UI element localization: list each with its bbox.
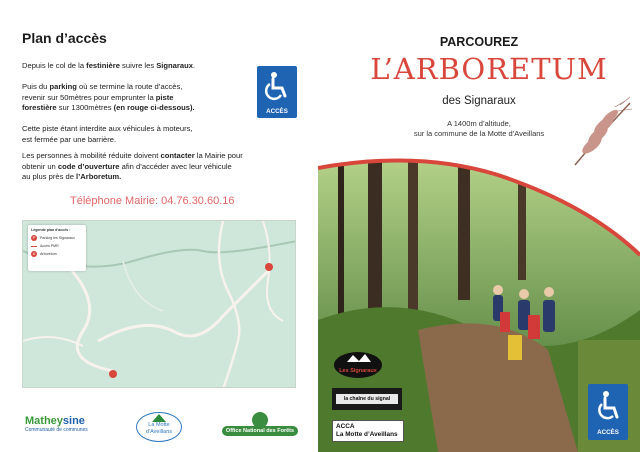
access-label: ACCÈS bbox=[266, 108, 288, 115]
wheelchair-access-badge bbox=[257, 66, 297, 118]
la-motte-logo: La Motte d'Aveillans bbox=[136, 412, 182, 442]
map-markers bbox=[23, 221, 296, 388]
subtitle: des Signaraux bbox=[442, 95, 516, 107]
wheelchair-icon bbox=[263, 71, 291, 101]
paragraph-pmr: Les personnes à mobilité réduite doivent contacter la Mairie pour obtenir un code d’ouverture afin d’accéder avec leur véhicule au plus près de l’Arboretum. bbox=[22, 151, 243, 182]
parking-marker-icon bbox=[109, 370, 117, 378]
partner-logos bbox=[0, 410, 318, 446]
kicker: PARCOUREZ bbox=[439, 35, 519, 49]
onf-logo: Office National des Forêts bbox=[222, 412, 298, 440]
legend-item-arboretum: A Arboretum bbox=[32, 251, 57, 256]
legend-item-parking: P Parking les Signaraux bbox=[32, 235, 75, 240]
access-map[interactable] bbox=[22, 220, 296, 388]
access-plan-title: Plan d’accès bbox=[22, 30, 107, 46]
paragraph-directions-1: Depuis le col de la festinière suivre les Signaraux. bbox=[22, 61, 196, 70]
legend-item-pmr: Accès PMR bbox=[31, 244, 83, 248]
altitude-info: A 1400m d’altitude, sur la commune de la Motte d’Aveillans bbox=[413, 119, 545, 138]
paragraph-restriction: Cette piste étant interdite aux véhicules à moteurs, est fermée par une barrière. bbox=[22, 124, 193, 144]
mountain-icon bbox=[152, 414, 166, 422]
legend-title: Légende plan d'accès : bbox=[31, 228, 71, 232]
matheysine-logo: Matheysine Communauté de communes bbox=[25, 415, 88, 433]
arboretum-map-marker-icon bbox=[265, 263, 273, 271]
parking-icon: P bbox=[32, 235, 36, 240]
pine-cone-icon bbox=[570, 95, 636, 175]
right-panel bbox=[318, 0, 640, 452]
arboretum-title: L’ARBORETUM bbox=[370, 52, 608, 86]
phone-number[interactable]: Téléphone Mairie: 04.76.30.60.16 bbox=[70, 195, 235, 207]
left-panel bbox=[0, 0, 318, 452]
paragraph-directions-2: Puis du parking où se termine la route d’accès, revenir sur 50mètres pour emprunter la piste forestière sur 1300mètres (en rouge ci-dessous). bbox=[22, 82, 195, 113]
acca-info-box: ACCA La Motte d’Aveillans bbox=[332, 420, 404, 442]
wheelchair-icon bbox=[595, 390, 623, 422]
access-label: ACCÈS bbox=[597, 429, 619, 436]
arboretum-marker-icon: A bbox=[32, 251, 36, 256]
chain-logo: la chaîne du signal bbox=[332, 388, 402, 410]
signaraux-logo bbox=[333, 350, 383, 380]
wheelchair-access-badge-right bbox=[588, 384, 628, 440]
svg-text:Les Signaraux: Les Signaraux bbox=[339, 368, 377, 374]
